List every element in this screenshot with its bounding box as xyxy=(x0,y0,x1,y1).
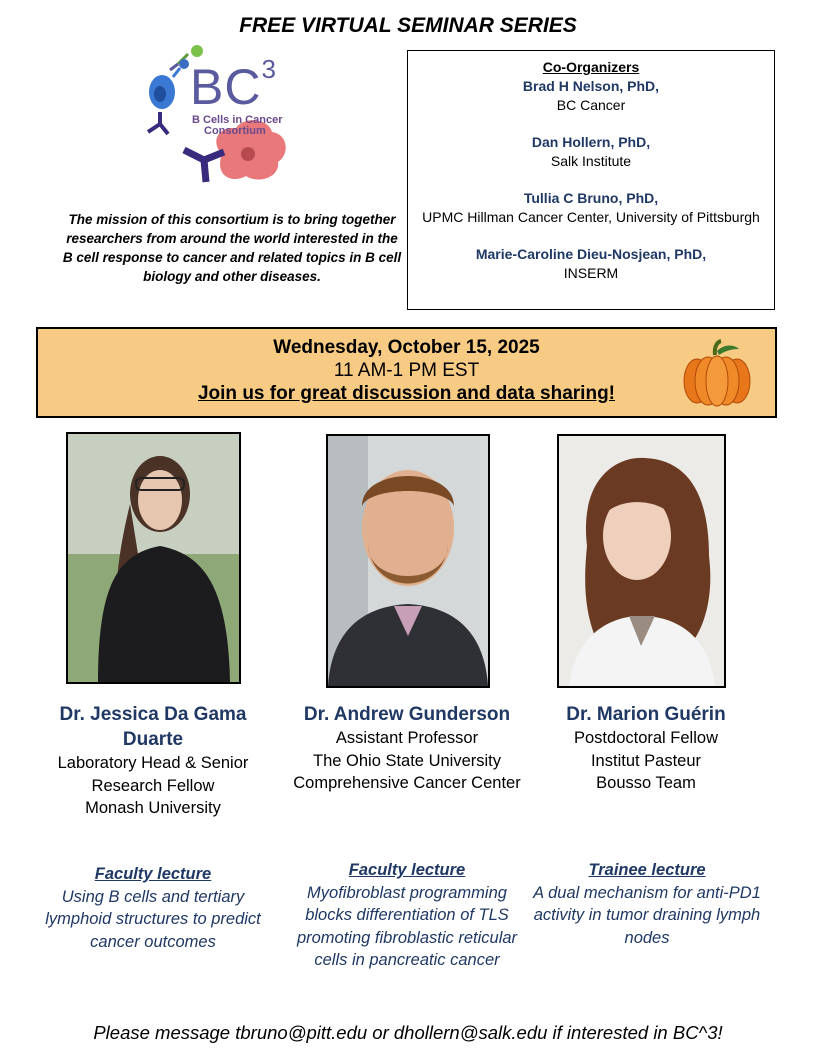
event-invite: Join us for great discussion and data sharing! xyxy=(197,383,616,404)
speaker-photo xyxy=(326,434,490,688)
organizer-institution: UPMC Hillman Cancer Center, University of Pittsburgh xyxy=(422,209,760,225)
lecture-info xyxy=(287,859,527,972)
logo-subtitle: B Cells in Cancer Consortium xyxy=(192,114,283,137)
page-title: FREE VIRTUAL SEMINAR SERIES xyxy=(239,14,577,37)
organizer-institution: INSERM xyxy=(563,265,619,281)
mission-statement: The mission of this consortium is to bring together researchers from around the world interested in the B cell response to cancer and related topics in B cell biology and other diseases. xyxy=(62,212,402,284)
organizer-entry xyxy=(408,245,774,283)
logo-wordmark: $BC^3$ xyxy=(190,54,277,115)
contact-footer: Please message tbruno@pitt.edu or dhollern@salk.edu if interested in BC^3! xyxy=(93,1022,723,1043)
lecture-type: Faculty lecture xyxy=(348,861,466,879)
speaker-name: Dr. Jessica Da Gama Duarte xyxy=(59,704,247,750)
speaker-affiliation: Institut Pasteur xyxy=(590,751,702,770)
pumpkin-icon xyxy=(681,337,753,409)
lecture-title: A dual mechanism for anti-PD1 activity in tumor draining lymph nodes xyxy=(533,883,761,947)
lecture-type: Faculty lecture xyxy=(94,865,212,883)
event-banner xyxy=(36,327,777,418)
organizer-name: Tullia C Bruno, PhD, xyxy=(523,190,659,206)
speaker-info xyxy=(40,702,266,820)
speaker-affiliation: Monash University xyxy=(85,799,221,817)
organizer-name: Marie-Caroline Dieu-Nosjean, PhD, xyxy=(475,246,707,262)
speaker-info xyxy=(540,702,752,795)
lecture-type: Trainee lecture xyxy=(588,861,706,879)
speaker-team: Bousso Team xyxy=(596,774,696,792)
organizer-institution: BC Cancer xyxy=(556,97,626,113)
co-organizers-box xyxy=(407,50,775,310)
lecture-info xyxy=(40,863,266,953)
event-date: Wednesday, October 15, 2025 xyxy=(273,337,540,358)
speaker-info xyxy=(287,702,527,795)
speaker-title: Postdoctoral Fellow xyxy=(574,729,718,747)
speaker-name: Dr. Andrew Gunderson xyxy=(303,704,511,725)
organizer-entry xyxy=(408,77,774,115)
lecture-info xyxy=(532,859,762,949)
speaker-photo xyxy=(557,434,726,688)
lecture-title: Using B cells and tertiary lymphoid structures to predict cancer outcomes xyxy=(45,887,261,951)
event-time: 11 AM-1 PM EST xyxy=(333,360,480,381)
co-organizers-heading: Co-Organizers xyxy=(542,59,640,75)
lecture-title: Myofibroblast programming blocks differentiation of TLS promoting fibroblastic reticular cells in pancreatic cancer xyxy=(296,883,518,969)
organizer-name: Brad H Nelson, PhD, xyxy=(522,78,660,94)
organizer-entry xyxy=(408,189,774,227)
speaker-photo xyxy=(66,432,241,684)
speaker-name: Dr. Marion Guérin xyxy=(566,704,726,725)
organizer-institution: Salk Institute xyxy=(550,153,632,169)
speaker-title: Assistant Professor xyxy=(335,729,479,747)
speaker-title: Laboratory Head & Senior Research Fellow xyxy=(57,754,249,795)
organizer-entry xyxy=(408,133,774,171)
organizer-name: Dan Hollern, PhD, xyxy=(531,134,651,150)
speaker-affiliation: The Ohio State University Comprehensive Cancer Center xyxy=(293,751,521,792)
